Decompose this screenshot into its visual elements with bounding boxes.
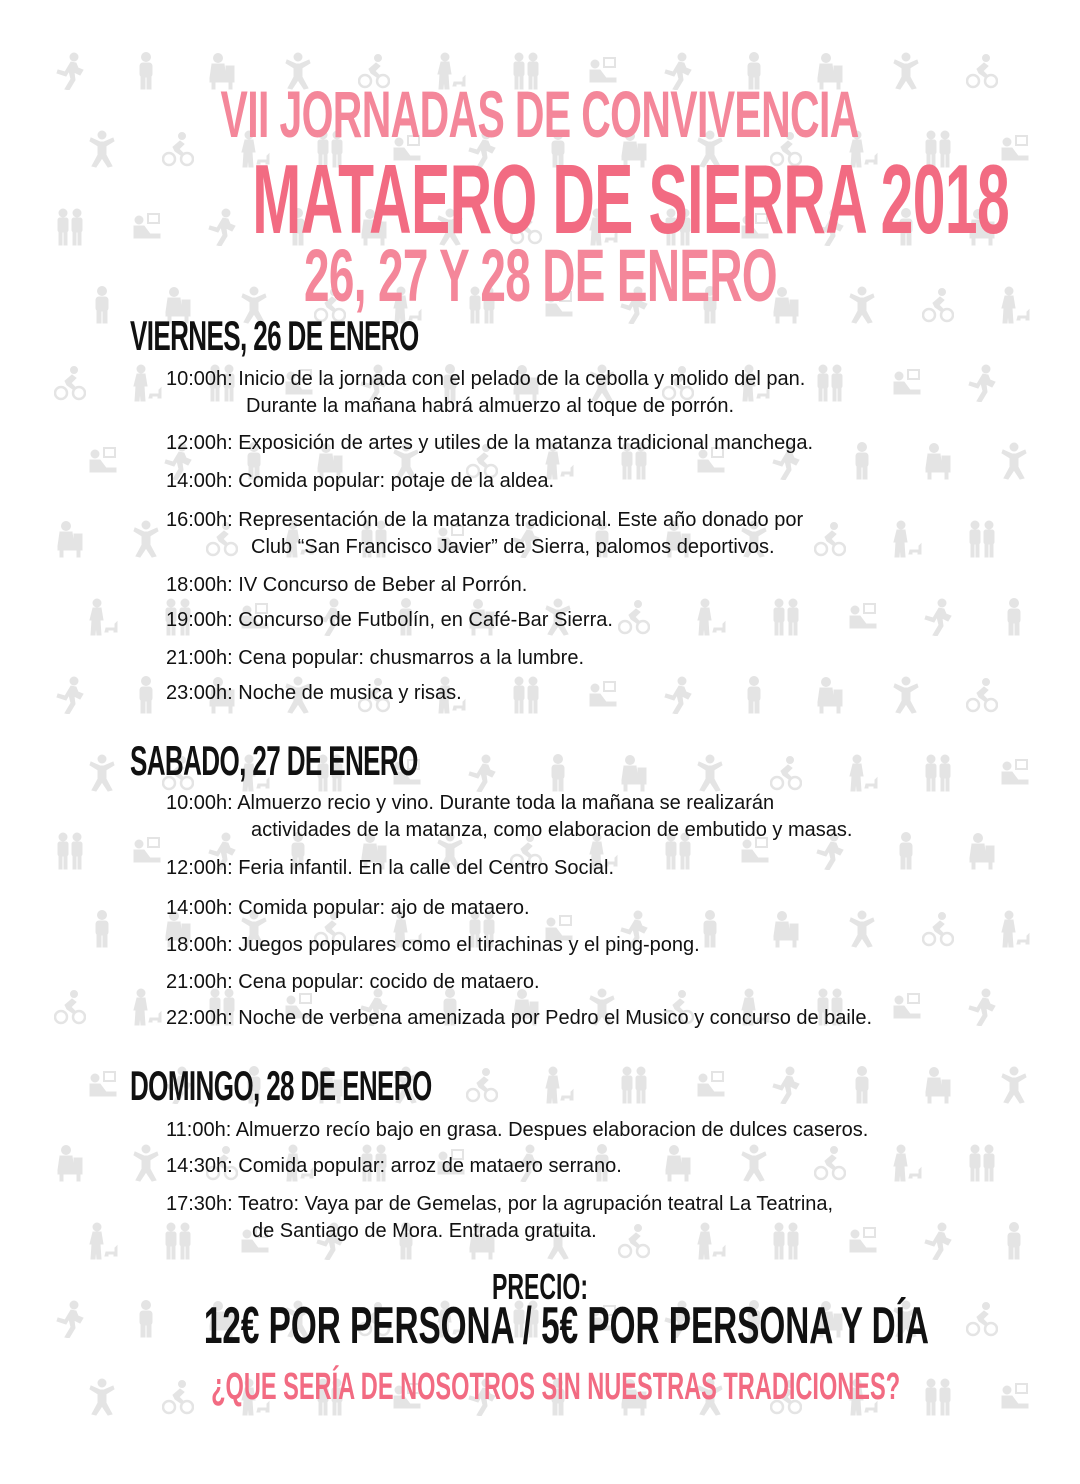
dog-walker-icon bbox=[130, 364, 162, 402]
entry-text: Teatro: Vaya par de Gemelas, por la agrupación teatral La Teatrina, bbox=[237, 1193, 834, 1215]
header-line1-wrap bbox=[0, 76, 1080, 152]
person-icon bbox=[998, 1222, 1030, 1260]
couple-icon bbox=[618, 1066, 650, 1104]
day-heading-domingo: DOMINGO, 28 DE ENERO bbox=[130, 1062, 432, 1109]
header-edition: VII JORNADAS DE CONVIVENCIA bbox=[220, 77, 860, 151]
entry-text: Almuerzo recío bajo en grasa. Despues elaboracion de dulces caseros. bbox=[235, 1119, 869, 1141]
person-icon bbox=[542, 754, 574, 792]
dancer-icon bbox=[130, 520, 162, 558]
entry-time: 14:00h: bbox=[166, 470, 233, 492]
price-value: 12€ POR PERSONA / 5€ POR PERSONA Y DÍA bbox=[203, 1297, 929, 1355]
dog-walker-icon bbox=[998, 910, 1030, 948]
header-event-title: MATAERO DE SIERRA 2018 bbox=[252, 144, 1010, 254]
entry-text: Noche de musica y risas. bbox=[238, 682, 462, 704]
person-icon bbox=[86, 910, 118, 948]
entry-text: Cena popular: chusmarros a la lumbre. bbox=[238, 647, 585, 669]
schedule-entry bbox=[166, 969, 986, 996]
schedule-entry bbox=[166, 645, 986, 672]
entry-time: 17:30h: bbox=[166, 1193, 233, 1215]
person-icon bbox=[846, 1066, 878, 1104]
header-line3-wrap bbox=[0, 233, 1080, 318]
entry-time: 16:00h: bbox=[166, 509, 233, 531]
price-value-wrap bbox=[0, 1296, 1080, 1356]
entry-text: Comida popular: potaje de la aldea. bbox=[238, 470, 555, 492]
schedule-entry bbox=[166, 366, 986, 420]
day-heading-sabado: SABADO, 27 DE ENERO bbox=[130, 737, 418, 784]
schedule-entry bbox=[166, 1117, 986, 1144]
entry-continuation: Club “San Francisco Javier” de Sierra, palomos deportivos. bbox=[251, 536, 775, 558]
entry-text: Exposición de artes y utiles de la matanza tradicional manchega. bbox=[238, 432, 814, 454]
day-heading-viernes: VIERNES, 26 DE ENERO bbox=[130, 312, 419, 359]
runner-icon bbox=[770, 1066, 802, 1104]
couple-icon bbox=[922, 754, 954, 792]
entry-time: 14:30h: bbox=[166, 1155, 233, 1177]
entry-text: Almuerzo recio y vino. Durante toda la mañana se realizarán bbox=[237, 792, 775, 814]
entry-continuation: Durante la mañana habrá almuerzo al toque de porrón. bbox=[246, 395, 735, 417]
schedule-entry bbox=[166, 855, 986, 882]
worker-icon bbox=[922, 1066, 954, 1104]
worker-icon bbox=[54, 1144, 86, 1182]
dancer-icon bbox=[130, 1144, 162, 1182]
entry-text: Inicio de la jornada con el pelado de la cebolla y molido del pan. bbox=[238, 368, 806, 390]
reader-icon bbox=[130, 832, 162, 870]
entry-time: 23:00h: bbox=[166, 682, 233, 704]
cyclist-icon bbox=[54, 364, 86, 402]
entry-text: Noche de verbena amenizada por Pedro el Musico y concurso de baile. bbox=[238, 1007, 872, 1029]
schedule-entry bbox=[166, 468, 986, 495]
schedule-entry bbox=[166, 1153, 986, 1180]
reader-icon bbox=[998, 754, 1030, 792]
entry-time: 22:00h: bbox=[166, 1007, 233, 1029]
schedule-entry bbox=[166, 507, 986, 561]
dog-walker-icon bbox=[86, 598, 118, 636]
entry-time: 21:00h: bbox=[166, 971, 233, 993]
schedule-entry bbox=[166, 572, 986, 599]
entry-time: 12:00h: bbox=[166, 432, 233, 454]
schedule-entry bbox=[166, 680, 986, 707]
entry-time: 12:00h: bbox=[166, 857, 233, 879]
entry-text: Feria infantil. En la calle del Centro Social. bbox=[238, 857, 615, 879]
dancer-icon bbox=[998, 442, 1030, 480]
schedule-entry bbox=[166, 790, 986, 844]
entry-time: 19:00h: bbox=[166, 609, 233, 631]
entry-time: 21:00h: bbox=[166, 647, 233, 669]
entry-text: Cena popular: cocido de mataero. bbox=[238, 971, 540, 993]
price-label: PRECIO: bbox=[491, 1266, 588, 1307]
entry-time: 10:00h: bbox=[166, 792, 233, 814]
reader-icon bbox=[86, 442, 118, 480]
header-dates: 26, 27 Y 28 DE ENERO bbox=[303, 234, 777, 317]
couple-icon bbox=[54, 832, 86, 870]
entry-time: 18:00h: bbox=[166, 934, 233, 956]
worker-icon bbox=[618, 754, 650, 792]
entry-continuation: actividades de la matanza, como elaboracion de embutido y masas. bbox=[251, 819, 853, 841]
runner-icon bbox=[54, 676, 86, 714]
dancer-icon bbox=[998, 1066, 1030, 1104]
reader-icon bbox=[86, 1066, 118, 1104]
runner-icon bbox=[466, 754, 498, 792]
schedule-entry bbox=[166, 1191, 986, 1245]
schedule-entry bbox=[166, 895, 986, 922]
entry-text: Juegos populares como el tirachinas y el ping-pong. bbox=[238, 934, 700, 956]
schedule-entry bbox=[166, 1005, 986, 1032]
schedule-entry bbox=[166, 607, 986, 634]
cyclist-icon bbox=[466, 1066, 498, 1104]
entry-continuation: de Santiago de Mora. Entrada gratuita. bbox=[252, 1220, 597, 1242]
slogan: ¿QUE SERÍA DE NOSOTROS SIN NUESTRAS TRADICIONES? bbox=[211, 1366, 901, 1408]
entry-text: Representación de la matanza tradicional. Este año donado por bbox=[238, 509, 804, 531]
entry-time: 10:00h: bbox=[166, 368, 233, 390]
schedule-entry bbox=[166, 430, 986, 457]
entry-time: 11:00h: bbox=[166, 1119, 232, 1141]
dog-walker-icon bbox=[542, 1066, 574, 1104]
schedule-entry bbox=[166, 932, 986, 959]
entry-text: Comida popular: ajo de mataero. bbox=[238, 897, 530, 919]
dancer-icon bbox=[86, 754, 118, 792]
person-icon bbox=[998, 598, 1030, 636]
dog-walker-icon bbox=[130, 988, 162, 1026]
cyclist-icon bbox=[54, 988, 86, 1026]
person-icon bbox=[130, 676, 162, 714]
worker-icon bbox=[54, 520, 86, 558]
reader-icon bbox=[694, 1066, 726, 1104]
slogan-wrap bbox=[0, 1366, 1080, 1409]
dancer-icon bbox=[694, 754, 726, 792]
entry-time: 14:00h: bbox=[166, 897, 233, 919]
cyclist-icon bbox=[770, 754, 802, 792]
dog-walker-icon bbox=[86, 1222, 118, 1260]
entry-time: 18:00h: bbox=[166, 574, 233, 596]
entry-text: Comida popular: arroz de mataero serrano. bbox=[238, 1155, 622, 1177]
dog-walker-icon bbox=[846, 754, 878, 792]
entry-text: IV Concurso de Beber al Porrón. bbox=[238, 574, 528, 596]
entry-text: Concurso de Futbolín, en Café-Bar Sierra. bbox=[238, 609, 613, 631]
